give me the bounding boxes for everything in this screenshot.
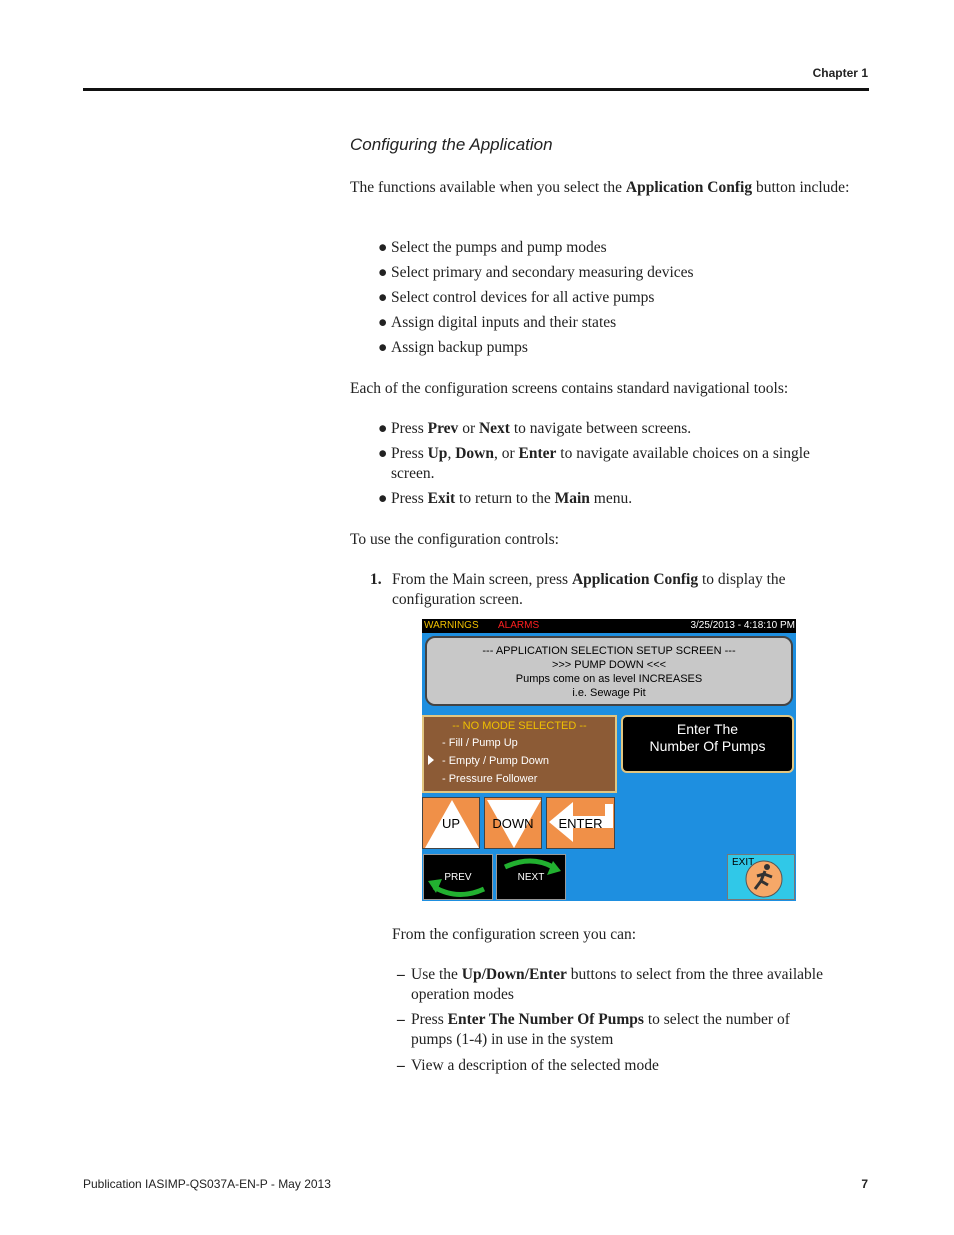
step-bold: Application Config bbox=[571, 571, 699, 588]
list-item bbox=[378, 338, 848, 358]
bullet-icon: ● bbox=[378, 264, 388, 281]
nav-bold-main: Main bbox=[554, 490, 590, 507]
bullet-icon: ● bbox=[378, 490, 388, 507]
option-text: Use the bbox=[411, 966, 462, 983]
box-line: i.e. Sewage Pit bbox=[572, 687, 646, 699]
intro-text-end: button include: bbox=[752, 179, 850, 196]
prev-button[interactable] bbox=[423, 854, 493, 900]
option-bold: Enter The Number Of Pumps bbox=[447, 1011, 644, 1028]
pumps-line: Number Of Pumps bbox=[649, 738, 766, 754]
dash-icon: – bbox=[397, 966, 405, 983]
option-item bbox=[397, 1056, 867, 1076]
nav-bold-prev: Prev bbox=[427, 420, 459, 437]
warnings-tab[interactable]: WARNINGS bbox=[424, 620, 479, 631]
option-text-continued: operation modes bbox=[411, 986, 514, 1003]
nav-item-up-down-enter bbox=[378, 444, 848, 484]
exit-label: EXIT bbox=[732, 857, 755, 868]
alarms-tab[interactable]: ALARMS bbox=[498, 620, 540, 631]
intro-paragraph bbox=[350, 178, 850, 198]
option-text-continued: pumps (1-4) in use in the system bbox=[411, 1031, 614, 1048]
section-heading: Configuring the Application bbox=[350, 135, 553, 154]
nav-text: , bbox=[447, 445, 456, 462]
step-1-text bbox=[392, 570, 852, 610]
next-label: NEXT bbox=[517, 872, 545, 883]
nav-item-exit bbox=[378, 489, 848, 509]
option-item bbox=[397, 1010, 867, 1050]
exit-button[interactable] bbox=[727, 854, 795, 900]
nav-text: to navigate between screens. bbox=[509, 420, 692, 437]
up-label: UP bbox=[441, 816, 461, 831]
nav-item-prev-next bbox=[378, 419, 848, 439]
intro-text: The functions available when you select the bbox=[350, 179, 626, 196]
nav-text: to navigate available choices on a single bbox=[556, 445, 810, 462]
dash-icon: – bbox=[397, 1011, 405, 1028]
nav-text: Press bbox=[391, 420, 428, 437]
option-bold: Up/Down/Enter bbox=[461, 966, 567, 983]
box-line: >>> PUMP DOWN <<< bbox=[551, 659, 667, 671]
nav-text: Press bbox=[391, 490, 428, 507]
option-text: View a description of the selected mode bbox=[411, 1057, 659, 1074]
list-item bbox=[378, 288, 848, 308]
step-text: to display the bbox=[698, 571, 786, 588]
bullet-icon: ● bbox=[378, 420, 388, 437]
option-item bbox=[397, 965, 867, 1005]
up-button[interactable] bbox=[422, 797, 480, 849]
nav-text: , or bbox=[493, 445, 519, 462]
dash-icon: – bbox=[397, 1057, 405, 1074]
list-item bbox=[378, 263, 848, 283]
next-button[interactable] bbox=[496, 854, 566, 900]
nav-bold-next: Next bbox=[478, 420, 510, 437]
mode-option-pressure[interactable]: - Pressure Follower bbox=[442, 773, 538, 785]
list-item-text: Assign backup pumps bbox=[391, 339, 528, 356]
box-line: Pumps come on as level INCREASES bbox=[515, 673, 703, 685]
list-item bbox=[378, 238, 848, 258]
enter-label: ENTER bbox=[558, 816, 603, 831]
nav-bold-exit: Exit bbox=[427, 490, 456, 507]
nav-bold-up: Up bbox=[427, 445, 448, 462]
list-item-text: Select primary and secondary measuring devices bbox=[391, 264, 694, 281]
enter-button[interactable] bbox=[546, 797, 615, 849]
step-number: 1. bbox=[370, 571, 382, 588]
list-item-text: Select control devices for all active pumps bbox=[391, 289, 655, 306]
bullet-icon: ● bbox=[378, 445, 388, 462]
step-text-continued: configuration screen. bbox=[392, 591, 523, 608]
controls-intro: To use the configuration controls: bbox=[350, 531, 559, 548]
list-item-text: Select the pumps and pump modes bbox=[391, 239, 607, 256]
hmi-screenshot bbox=[422, 619, 796, 901]
nav-text: or bbox=[458, 420, 479, 437]
bullet-icon: ● bbox=[378, 289, 388, 306]
mode-title: -- NO MODE SELECTED -- bbox=[452, 720, 587, 732]
mode-option-empty[interactable]: - Empty / Pump Down bbox=[442, 755, 549, 767]
down-label: DOWN bbox=[492, 816, 534, 831]
step-text: From the Main screen, press bbox=[392, 571, 572, 588]
chapter-label: Chapter 1 bbox=[812, 66, 868, 80]
enter-number-of-pumps-button[interactable] bbox=[621, 715, 794, 773]
header-rule bbox=[83, 88, 869, 91]
option-text: to select the number of bbox=[643, 1011, 790, 1028]
bullet-icon: ● bbox=[378, 314, 388, 331]
hmi-status-bar bbox=[422, 619, 796, 633]
bullet-icon: ● bbox=[378, 239, 388, 256]
nav-text: to return to the bbox=[455, 490, 555, 507]
intro-bold: Application Config bbox=[625, 179, 753, 196]
nav-text: Press bbox=[391, 445, 428, 462]
publication-footer: Publication IASIMP-QS037A-EN-P - May 2013 bbox=[83, 1177, 331, 1191]
nav-bold-down: Down bbox=[455, 445, 494, 462]
option-text: Press bbox=[411, 1011, 448, 1028]
mode-selection-panel bbox=[422, 715, 617, 793]
page-number: 7 bbox=[861, 1177, 868, 1191]
prev-label: PREV bbox=[444, 872, 472, 883]
datetime-readout: 3/25/2013 - 4:18:10 PM bbox=[690, 620, 795, 631]
setup-description-box bbox=[425, 636, 793, 706]
nav-text-continued: screen. bbox=[391, 465, 435, 482]
nav-bold-enter: Enter bbox=[518, 445, 557, 462]
option-text: buttons to select from the three available bbox=[566, 966, 823, 983]
pumps-line: Enter The bbox=[676, 721, 739, 737]
list-item bbox=[378, 313, 848, 333]
selection-caret-icon bbox=[428, 755, 434, 765]
box-line: --- APPLICATION SELECTION SETUP SCREEN --- bbox=[482, 645, 736, 657]
nav-intro: Each of the configuration screens contains standard navigational tools: bbox=[350, 380, 789, 397]
nav-text: menu. bbox=[589, 490, 633, 507]
from-screen-text: From the configuration screen you can: bbox=[392, 926, 637, 943]
list-item-text: Assign digital inputs and their states bbox=[391, 314, 617, 331]
down-button[interactable] bbox=[484, 797, 542, 849]
mode-option-fill[interactable]: - Fill / Pump Up bbox=[442, 737, 518, 749]
bullet-icon: ● bbox=[378, 339, 388, 356]
